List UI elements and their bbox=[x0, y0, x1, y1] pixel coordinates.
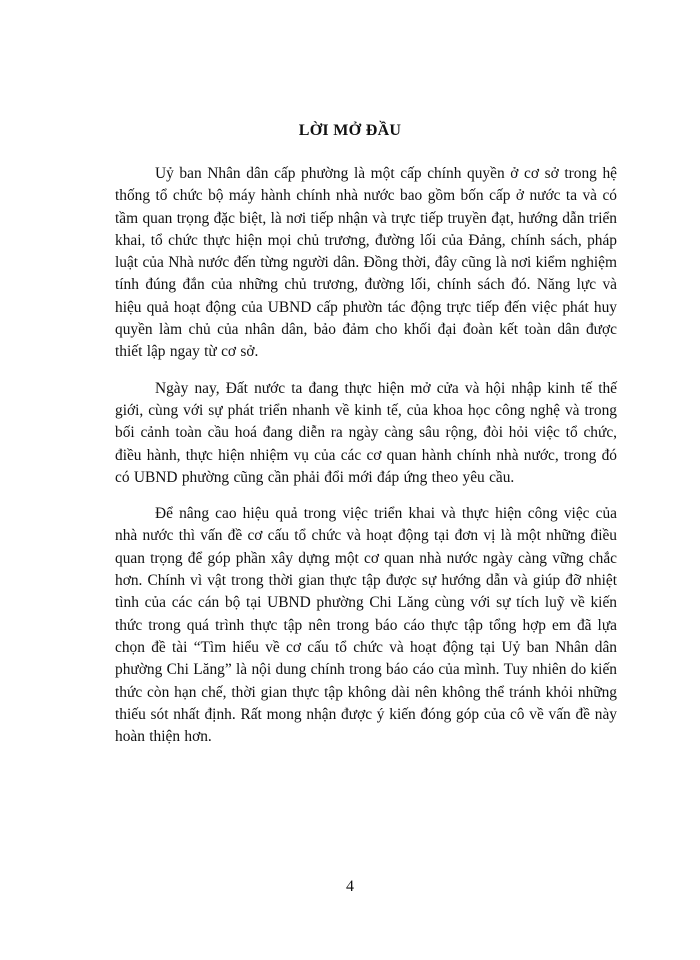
page-title: LỜI MỞ ĐẦU bbox=[298, 122, 402, 139]
page-number: 4 bbox=[346, 878, 354, 895]
paragraph-3: Để nâng cao hiệu quả trong việc triển khai và thực hiện công việc của nhà nước thì vấn đề cơ cấu tổ chức và hoạt động tại đơn vị là một những điều quan trọng để góp phần xây dựng một cơ quan nhà nước ngày càng vững chắc hơn. Chính vì vật trong thời gian thực tập được sự hướng dẫn và giúp đỡ nhiệt tình của các cán bộ tại UBND phường Chi Lăng cùng với sự tích luỹ về kiến thức trong quá trình thực tập nên trong báo cáo thực tập tổng hợp em đã lựa chọn đề tài “Tìm hiểu về cơ cấu tổ chức và hoạt động tại Uỷ ban Nhân dân phường Chi Lăng” là nội dung chính trong báo cáo của mình. Tuy nhiên do kiến thức còn hạn chế, thời gian thực tập không dài nên không thể tránh khỏi những thiếu sót nhất định. Rất mong nhận được ý kiến đóng góp của cô về vấn đề này hoàn thiện hơn. bbox=[115, 505, 617, 746]
paragraph-1: Uỷ ban Nhân dân cấp phường là một cấp chính quyền ở cơ sở trong hệ thống tổ chức bộ máy hành chính nhà nước bao gồm bốn cấp ở nước ta và có tầm quan trọng đặc biệt, là nơi tiếp nhận và trực tiếp truyền đạt, hướng dẫn triển khai, tổ chức thực hiện mọi chủ trương, đường lối của Đảng, chính sách, pháp luật của Nhà nước đến từng người dân. Đồng thời, đây cũng là nơi kiểm nghiệm tính đúng đắn của những chủ trương, đường lối, chính sách đó. Năng lực và hiệu quả hoạt động của UBND cấp phườn tác động trực tiếp đến việc phát huy quyền làm chủ của nhân dân, bảo đảm cho khối đại đoàn kết toàn dân được thiết lập ngay từ cơ sở. bbox=[115, 165, 617, 361]
paragraph-2: Ngày nay, Đất nước ta đang thực hiện mở cửa và hội nhập kinh tế thế giới, cùng với sự phát triển nhanh về kinh tế, của khoa học công nghệ và trong bối cảnh toàn cầu hoá đang diễn ra ngày càng sâu rộng, đòi hỏi việc tổ chức, điều hành, thực hiện nhiệm vụ của các cơ quan hành chính nhà nước, trong đó có UBND phường cũng cần phải đổi mới đáp ứng theo yêu cầu. bbox=[115, 379, 617, 486]
body-text bbox=[115, 163, 617, 762]
